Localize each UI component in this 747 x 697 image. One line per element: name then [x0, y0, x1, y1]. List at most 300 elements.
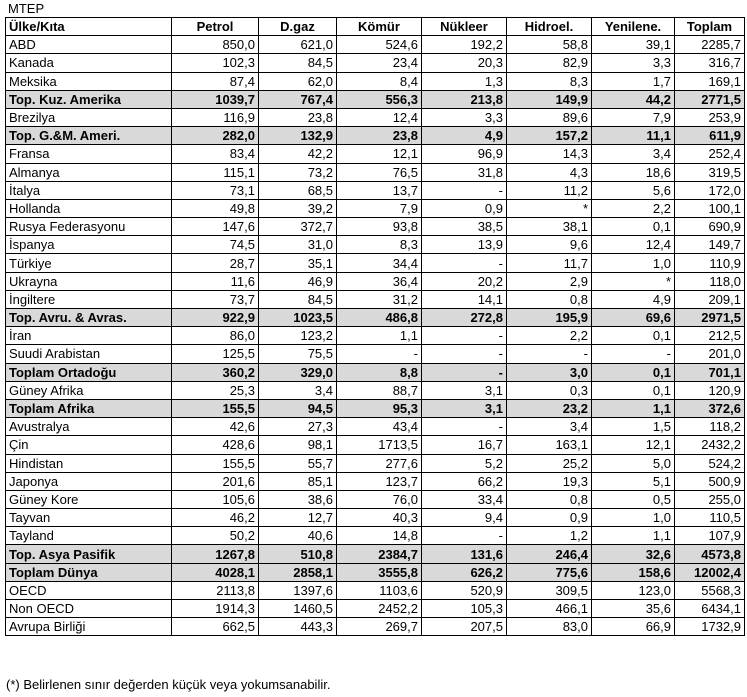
- cell-petrol: 83,4: [172, 145, 259, 163]
- cell-petrol: 155,5: [172, 399, 259, 417]
- cell-renewable: 0,1: [592, 218, 675, 236]
- cell-nuclear: 3,1: [422, 381, 507, 399]
- cell-coal: 1103,6: [337, 581, 422, 599]
- row-label: İran: [6, 327, 172, 345]
- cell-gas: 621,0: [259, 36, 337, 54]
- table-row: [6, 618, 745, 636]
- cell-total: 690,9: [675, 218, 745, 236]
- row-label: Hollanda: [6, 199, 172, 217]
- cell-renewable: 1,1: [592, 527, 675, 545]
- cell-petrol: 25,3: [172, 381, 259, 399]
- cell-coal: 14,8: [337, 527, 422, 545]
- table-row: [6, 108, 745, 126]
- cell-hydro: 1,2: [507, 527, 592, 545]
- row-label: İngiltere: [6, 290, 172, 308]
- cell-renewable: 5,0: [592, 454, 675, 472]
- cell-nuclear: 5,2: [422, 454, 507, 472]
- cell-petrol: 105,6: [172, 490, 259, 508]
- row-label: Rusya Federasyonu: [6, 218, 172, 236]
- cell-petrol: 155,5: [172, 454, 259, 472]
- cell-total: 120,9: [675, 381, 745, 399]
- row-label: Toplam Ortadoğu: [6, 363, 172, 381]
- table-total-row: [6, 127, 745, 145]
- cell-renewable: 5,1: [592, 472, 675, 490]
- cell-total: 110,9: [675, 254, 745, 272]
- table-row: [6, 272, 745, 290]
- cell-renewable: 44,2: [592, 90, 675, 108]
- table-row: [6, 436, 745, 454]
- cell-total: 100,1: [675, 199, 745, 217]
- cell-renewable: 0,1: [592, 327, 675, 345]
- table-row: [6, 254, 745, 272]
- cell-coal: 12,1: [337, 145, 422, 163]
- table-row: [6, 454, 745, 472]
- cell-nuclear: 131,6: [422, 545, 507, 563]
- cell-hydro: -: [507, 345, 592, 363]
- row-label: Toplam Dünya: [6, 563, 172, 581]
- table-total-row: [6, 363, 745, 381]
- cell-hydro: 38,1: [507, 218, 592, 236]
- table-row: [6, 527, 745, 545]
- cell-renewable: 0,1: [592, 381, 675, 399]
- cell-nuclear: 13,9: [422, 236, 507, 254]
- cell-coal: 269,7: [337, 618, 422, 636]
- cell-gas: 123,2: [259, 327, 337, 345]
- cell-renewable: 18,6: [592, 163, 675, 181]
- cell-hydro: 89,6: [507, 108, 592, 126]
- cell-coal: 2452,2: [337, 600, 422, 618]
- cell-gas: 329,0: [259, 363, 337, 381]
- row-label: Japonya: [6, 472, 172, 490]
- cell-total: 12002,4: [675, 563, 745, 581]
- cell-petrol: 73,7: [172, 290, 259, 308]
- table-row: [6, 290, 745, 308]
- cell-gas: 23,8: [259, 108, 337, 126]
- cell-gas: 84,5: [259, 54, 337, 72]
- table-row: [6, 327, 745, 345]
- cell-gas: 1460,5: [259, 600, 337, 618]
- table-row: [6, 145, 745, 163]
- cell-gas: 98,1: [259, 436, 337, 454]
- cell-coal: 23,4: [337, 54, 422, 72]
- cell-coal: 8,3: [337, 236, 422, 254]
- row-label: Türkiye: [6, 254, 172, 272]
- cell-petrol: 28,7: [172, 254, 259, 272]
- cell-renewable: 2,2: [592, 199, 675, 217]
- cell-gas: 3,4: [259, 381, 337, 399]
- cell-renewable: 12,1: [592, 436, 675, 454]
- header-total: Toplam: [675, 18, 745, 36]
- cell-petrol: 115,1: [172, 163, 259, 181]
- cell-gas: 767,4: [259, 90, 337, 108]
- cell-coal: 13,7: [337, 181, 422, 199]
- table-total-row: [6, 90, 745, 108]
- table-row: [6, 509, 745, 527]
- row-label: Suudi Arabistan: [6, 345, 172, 363]
- cell-petrol: 147,6: [172, 218, 259, 236]
- cell-petrol: 87,4: [172, 72, 259, 90]
- cell-gas: 1023,5: [259, 309, 337, 327]
- cell-gas: 84,5: [259, 290, 337, 308]
- cell-hydro: 82,9: [507, 54, 592, 72]
- cell-gas: 12,7: [259, 509, 337, 527]
- header-coal: Kömür: [337, 18, 422, 36]
- cell-total: 2432,2: [675, 436, 745, 454]
- cell-gas: 68,5: [259, 181, 337, 199]
- cell-gas: 73,2: [259, 163, 337, 181]
- cell-nuclear: -: [422, 345, 507, 363]
- cell-renewable: 1,5: [592, 418, 675, 436]
- cell-hydro: 8,3: [507, 72, 592, 90]
- header-gas: D.gaz: [259, 18, 337, 36]
- cell-total: 316,7: [675, 54, 745, 72]
- cell-renewable: 39,1: [592, 36, 675, 54]
- cell-nuclear: 20,2: [422, 272, 507, 290]
- cell-renewable: 66,9: [592, 618, 675, 636]
- cell-total: 201,0: [675, 345, 745, 363]
- cell-coal: 556,3: [337, 90, 422, 108]
- cell-hydro: 14,3: [507, 145, 592, 163]
- cell-petrol: 2113,8: [172, 581, 259, 599]
- table-row: [6, 236, 745, 254]
- cell-nuclear: 14,1: [422, 290, 507, 308]
- cell-gas: 31,0: [259, 236, 337, 254]
- cell-petrol: 116,9: [172, 108, 259, 126]
- cell-coal: 1,1: [337, 327, 422, 345]
- cell-hydro: 11,7: [507, 254, 592, 272]
- cell-petrol: 850,0: [172, 36, 259, 54]
- cell-nuclear: 9,4: [422, 509, 507, 527]
- cell-coal: 43,4: [337, 418, 422, 436]
- cell-total: 110,5: [675, 509, 745, 527]
- cell-hydro: 466,1: [507, 600, 592, 618]
- cell-petrol: 42,6: [172, 418, 259, 436]
- cell-renewable: 7,9: [592, 108, 675, 126]
- cell-total: 149,7: [675, 236, 745, 254]
- cell-gas: 372,7: [259, 218, 337, 236]
- row-label: Fransa: [6, 145, 172, 163]
- cell-hydro: 0,3: [507, 381, 592, 399]
- row-label: Avrupa Birliği: [6, 618, 172, 636]
- cell-total: 209,1: [675, 290, 745, 308]
- header-hydro: Hidroel.: [507, 18, 592, 36]
- cell-total: 319,5: [675, 163, 745, 181]
- cell-renewable: 123,0: [592, 581, 675, 599]
- cell-petrol: 4028,1: [172, 563, 259, 581]
- row-label: Tayvan: [6, 509, 172, 527]
- row-label: ABD: [6, 36, 172, 54]
- cell-nuclear: 213,8: [422, 90, 507, 108]
- row-label: Non OECD: [6, 600, 172, 618]
- cell-gas: 55,7: [259, 454, 337, 472]
- cell-renewable: -: [592, 345, 675, 363]
- cell-renewable: 3,4: [592, 145, 675, 163]
- cell-gas: 46,9: [259, 272, 337, 290]
- table-total-row: [6, 545, 745, 563]
- cell-nuclear: 31,8: [422, 163, 507, 181]
- cell-renewable: 1,1: [592, 399, 675, 417]
- cell-nuclear: 192,2: [422, 36, 507, 54]
- cell-total: 6434,1: [675, 600, 745, 618]
- cell-renewable: 1,0: [592, 509, 675, 527]
- energy-table: [5, 17, 745, 636]
- cell-petrol: 102,3: [172, 54, 259, 72]
- cell-hydro: 3,0: [507, 363, 592, 381]
- table-row: [6, 581, 745, 599]
- table-row: [6, 472, 745, 490]
- cell-hydro: 149,9: [507, 90, 592, 108]
- cell-renewable: *: [592, 272, 675, 290]
- cell-hydro: 0,8: [507, 490, 592, 508]
- cell-petrol: 428,6: [172, 436, 259, 454]
- cell-hydro: 23,2: [507, 399, 592, 417]
- cell-total: 169,1: [675, 72, 745, 90]
- cell-total: 253,9: [675, 108, 745, 126]
- cell-petrol: 1039,7: [172, 90, 259, 108]
- cell-gas: 40,6: [259, 527, 337, 545]
- table-body: [6, 36, 745, 636]
- cell-total: 118,0: [675, 272, 745, 290]
- row-label: Toplam Afrika: [6, 399, 172, 417]
- cell-petrol: 360,2: [172, 363, 259, 381]
- cell-renewable: 1,7: [592, 72, 675, 90]
- cell-hydro: 58,8: [507, 36, 592, 54]
- cell-gas: 42,2: [259, 145, 337, 163]
- cell-total: 252,4: [675, 145, 745, 163]
- footnote: (*) Belirlenen sınır değerden küçük veya yokumsanabilir.: [6, 677, 331, 692]
- cell-nuclear: -: [422, 363, 507, 381]
- cell-hydro: 246,4: [507, 545, 592, 563]
- cell-hydro: 0,8: [507, 290, 592, 308]
- cell-total: 255,0: [675, 490, 745, 508]
- cell-nuclear: 520,9: [422, 581, 507, 599]
- cell-coal: 36,4: [337, 272, 422, 290]
- cell-hydro: 2,2: [507, 327, 592, 345]
- cell-petrol: 46,2: [172, 509, 259, 527]
- row-label: İtalya: [6, 181, 172, 199]
- cell-hydro: 3,4: [507, 418, 592, 436]
- cell-nuclear: 3,1: [422, 399, 507, 417]
- cell-coal: 277,6: [337, 454, 422, 472]
- cell-coal: 34,4: [337, 254, 422, 272]
- cell-nuclear: 16,7: [422, 436, 507, 454]
- cell-hydro: 195,9: [507, 309, 592, 327]
- cell-hydro: 25,2: [507, 454, 592, 472]
- row-label: Almanya: [6, 163, 172, 181]
- cell-hydro: 83,0: [507, 618, 592, 636]
- row-label: OECD: [6, 581, 172, 599]
- cell-gas: 2858,1: [259, 563, 337, 581]
- cell-coal: 76,5: [337, 163, 422, 181]
- table-total-row: [6, 563, 745, 581]
- cell-gas: 443,3: [259, 618, 337, 636]
- cell-coal: 31,2: [337, 290, 422, 308]
- table-row: [6, 36, 745, 54]
- table-row: [6, 381, 745, 399]
- cell-coal: 12,4: [337, 108, 422, 126]
- cell-gas: 62,0: [259, 72, 337, 90]
- cell-nuclear: 66,2: [422, 472, 507, 490]
- row-label: Top. Asya Pasifik: [6, 545, 172, 563]
- table-row: [6, 490, 745, 508]
- cell-renewable: 32,6: [592, 545, 675, 563]
- cell-coal: 2384,7: [337, 545, 422, 563]
- row-label: Güney Kore: [6, 490, 172, 508]
- cell-total: 118,2: [675, 418, 745, 436]
- cell-nuclear: -: [422, 527, 507, 545]
- cell-petrol: 922,9: [172, 309, 259, 327]
- cell-gas: 35,1: [259, 254, 337, 272]
- cell-nuclear: 105,3: [422, 600, 507, 618]
- cell-renewable: 5,6: [592, 181, 675, 199]
- cell-coal: 7,9: [337, 199, 422, 217]
- row-label: Hindistan: [6, 454, 172, 472]
- cell-total: 172,0: [675, 181, 745, 199]
- cell-nuclear: -: [422, 418, 507, 436]
- cell-coal: 524,6: [337, 36, 422, 54]
- cell-petrol: 73,1: [172, 181, 259, 199]
- cell-coal: 95,3: [337, 399, 422, 417]
- row-label: Çin: [6, 436, 172, 454]
- row-label: Ukrayna: [6, 272, 172, 290]
- table-total-row: [6, 399, 745, 417]
- cell-coal: 88,7: [337, 381, 422, 399]
- cell-gas: 27,3: [259, 418, 337, 436]
- cell-nuclear: 38,5: [422, 218, 507, 236]
- cell-total: 2771,5: [675, 90, 745, 108]
- cell-renewable: 69,6: [592, 309, 675, 327]
- row-label: Top. Avru. & Avras.: [6, 309, 172, 327]
- header-petrol: Petrol: [172, 18, 259, 36]
- cell-renewable: 3,3: [592, 54, 675, 72]
- cell-total: 4573,8: [675, 545, 745, 563]
- cell-petrol: 201,6: [172, 472, 259, 490]
- cell-hydro: 11,2: [507, 181, 592, 199]
- cell-renewable: 0,5: [592, 490, 675, 508]
- row-label: Avustralya: [6, 418, 172, 436]
- cell-total: 611,9: [675, 127, 745, 145]
- cell-total: 107,9: [675, 527, 745, 545]
- row-label: Kanada: [6, 54, 172, 72]
- cell-gas: 39,2: [259, 199, 337, 217]
- table-row: [6, 163, 745, 181]
- table-row: [6, 600, 745, 618]
- cell-petrol: 50,2: [172, 527, 259, 545]
- table-row: [6, 72, 745, 90]
- header-nuclear: Nükleer: [422, 18, 507, 36]
- cell-coal: 123,7: [337, 472, 422, 490]
- cell-nuclear: 33,4: [422, 490, 507, 508]
- header-renewable: Yenilene.: [592, 18, 675, 36]
- table-row: [6, 345, 745, 363]
- row-label: İspanya: [6, 236, 172, 254]
- cell-petrol: 1267,8: [172, 545, 259, 563]
- cell-total: 1732,9: [675, 618, 745, 636]
- cell-hydro: 775,6: [507, 563, 592, 581]
- cell-coal: 1713,5: [337, 436, 422, 454]
- cell-nuclear: 1,3: [422, 72, 507, 90]
- cell-coal: 40,3: [337, 509, 422, 527]
- table-row: [6, 218, 745, 236]
- unit-label: MTEP: [8, 1, 45, 16]
- cell-renewable: 4,9: [592, 290, 675, 308]
- cell-petrol: 282,0: [172, 127, 259, 145]
- cell-renewable: 35,6: [592, 600, 675, 618]
- cell-gas: 85,1: [259, 472, 337, 490]
- cell-nuclear: -: [422, 327, 507, 345]
- cell-hydro: 157,2: [507, 127, 592, 145]
- cell-nuclear: 20,3: [422, 54, 507, 72]
- cell-nuclear: 626,2: [422, 563, 507, 581]
- cell-nuclear: 272,8: [422, 309, 507, 327]
- cell-nuclear: -: [422, 181, 507, 199]
- header-row: [6, 18, 745, 36]
- cell-hydro: *: [507, 199, 592, 217]
- cell-hydro: 2,9: [507, 272, 592, 290]
- cell-coal: 93,8: [337, 218, 422, 236]
- cell-gas: 38,6: [259, 490, 337, 508]
- cell-hydro: 19,3: [507, 472, 592, 490]
- cell-renewable: 1,0: [592, 254, 675, 272]
- cell-total: 212,5: [675, 327, 745, 345]
- cell-total: 524,2: [675, 454, 745, 472]
- cell-renewable: 0,1: [592, 363, 675, 381]
- cell-petrol: 86,0: [172, 327, 259, 345]
- cell-nuclear: 3,3: [422, 108, 507, 126]
- cell-renewable: 158,6: [592, 563, 675, 581]
- row-label: Meksika: [6, 72, 172, 90]
- cell-total: 500,9: [675, 472, 745, 490]
- cell-gas: 132,9: [259, 127, 337, 145]
- cell-gas: 94,5: [259, 399, 337, 417]
- cell-hydro: 9,6: [507, 236, 592, 254]
- cell-renewable: 12,4: [592, 236, 675, 254]
- cell-coal: 8,4: [337, 72, 422, 90]
- cell-total: 701,1: [675, 363, 745, 381]
- table-row: [6, 54, 745, 72]
- table-row: [6, 199, 745, 217]
- cell-nuclear: 207,5: [422, 618, 507, 636]
- row-label: Güney Afrika: [6, 381, 172, 399]
- cell-nuclear: 0,9: [422, 199, 507, 217]
- cell-petrol: 125,5: [172, 345, 259, 363]
- cell-petrol: 1914,3: [172, 600, 259, 618]
- cell-renewable: 11,1: [592, 127, 675, 145]
- cell-coal: 23,8: [337, 127, 422, 145]
- cell-hydro: 309,5: [507, 581, 592, 599]
- cell-hydro: 0,9: [507, 509, 592, 527]
- cell-nuclear: 4,9: [422, 127, 507, 145]
- cell-total: 2971,5: [675, 309, 745, 327]
- cell-petrol: 74,5: [172, 236, 259, 254]
- cell-coal: 76,0: [337, 490, 422, 508]
- cell-coal: -: [337, 345, 422, 363]
- table-row: [6, 181, 745, 199]
- cell-total: 2285,7: [675, 36, 745, 54]
- cell-nuclear: -: [422, 254, 507, 272]
- cell-gas: 1397,6: [259, 581, 337, 599]
- cell-total: 5568,3: [675, 581, 745, 599]
- cell-nuclear: 96,9: [422, 145, 507, 163]
- cell-petrol: 662,5: [172, 618, 259, 636]
- row-label: Top. G.&M. Ameri.: [6, 127, 172, 145]
- cell-gas: 510,8: [259, 545, 337, 563]
- cell-petrol: 49,8: [172, 199, 259, 217]
- cell-hydro: 4,3: [507, 163, 592, 181]
- cell-petrol: 11,6: [172, 272, 259, 290]
- row-label: Tayland: [6, 527, 172, 545]
- cell-hydro: 163,1: [507, 436, 592, 454]
